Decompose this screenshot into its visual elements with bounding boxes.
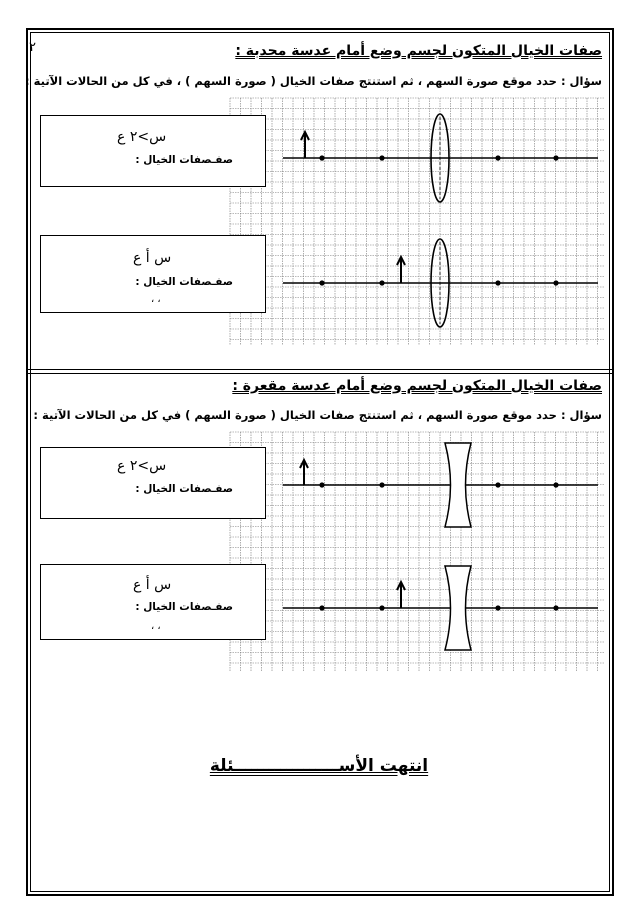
focal-point: [553, 482, 558, 487]
focal-point: [319, 280, 324, 285]
answer-box: [40, 564, 266, 640]
case-label: س أ ع: [133, 577, 172, 593]
answer-box: [40, 115, 266, 187]
question-concave: سؤال : حدد موقع صورة السهم ، ثم استنتج صفات الخيال ( صورة السهم ) في كل من الحالات الآتية :: [33, 408, 602, 422]
end-of-questions: [0, 756, 638, 776]
case-label: س أ ع: [133, 250, 172, 266]
focal-point: [379, 482, 384, 487]
focal-point: [319, 155, 324, 160]
focal-point: [553, 605, 558, 610]
answer-box: [40, 447, 266, 519]
end-text: انتهت الأســــــــــــــــــئلة: [209, 756, 429, 776]
focal-point: [319, 482, 324, 487]
focal-point: [495, 482, 500, 487]
focal-point: [495, 155, 500, 160]
case-label: س>٢ ع: [117, 458, 167, 474]
focal-point: [379, 605, 384, 610]
answer-dots: ، ،: [151, 294, 161, 305]
question-convex: سؤال : حدد موقع صورة السهم ، ثم استنتج صفات الخيال ( صورة السهم ) ، في كل من الحالات الآتية :: [25, 74, 602, 88]
focal-point: [495, 280, 500, 285]
image-properties-label: صفـصفات الخيال :: [135, 483, 233, 495]
image-properties-label: صفـصفات الخيال :: [135, 154, 233, 166]
focal-point: [319, 605, 324, 610]
section-title-concave: صفات الخيال المتكون لجسم وضع أمام عدسة مقعرة :: [232, 378, 602, 394]
focal-point: [379, 155, 384, 160]
answer-box: [40, 235, 266, 313]
image-properties-label: صفـصفات الخيال :: [135, 601, 233, 613]
section-title-convex: صفات الخيال المتكون لجسم وضع أمام عدسة محدبة :: [235, 43, 602, 59]
page-number: ٢: [29, 40, 36, 55]
focal-point: [553, 155, 558, 160]
focal-point: [495, 605, 500, 610]
case-label: س>٢ ع: [117, 129, 167, 145]
answer-dots: ، ،: [151, 621, 161, 632]
focal-point: [553, 280, 558, 285]
focal-point: [379, 280, 384, 285]
image-properties-label: صفـصفات الخيال :: [135, 276, 233, 288]
